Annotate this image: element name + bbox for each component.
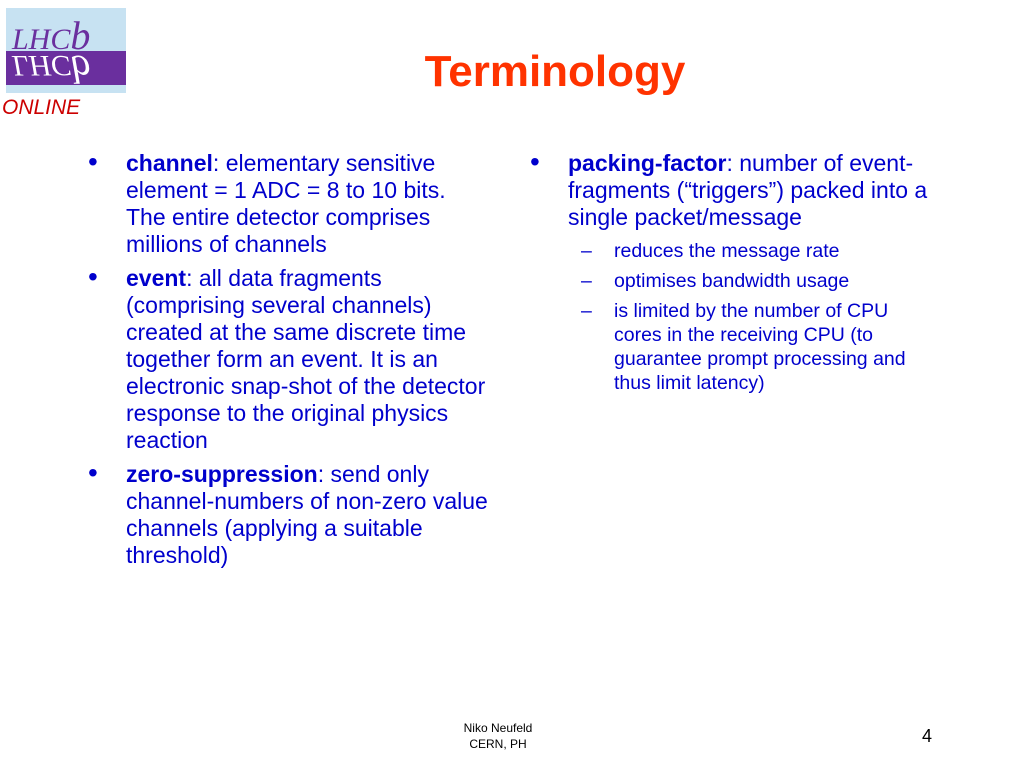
bullet-zero-suppression xyxy=(88,457,488,569)
sub-item-dash: – xyxy=(581,270,592,292)
logo-top-text: LHCb xyxy=(12,13,91,58)
bullet-channel xyxy=(88,146,488,258)
term-packing-factor: packing-factor xyxy=(568,150,727,176)
packing-factor-sub-list xyxy=(568,239,930,395)
lhcb-online-logo xyxy=(0,5,132,117)
left-column xyxy=(88,146,488,576)
sub-item-dash: – xyxy=(581,300,592,322)
bullet-dot: • xyxy=(530,146,540,177)
bullet-packing-factor xyxy=(530,146,930,395)
logo-caption: ONLINE xyxy=(2,96,81,117)
bullet-dot: • xyxy=(88,146,98,177)
definition-channel: : elementary sensitive element = 1 ADC = 8 to 10 bits. The entire detector comprises millions of channels xyxy=(126,150,446,257)
sub-item-text: is limited by the number of CPU cores in the receiving CPU (to guarantee prompt processing and thus limit latency) xyxy=(614,300,906,394)
footer-affiliation: CERN, PH xyxy=(469,737,527,751)
sub-item-cpu-limit xyxy=(568,299,930,395)
definition-zero-suppression: : send only channel-numbers of non-zero value channels (applying a suitable threshold) xyxy=(126,461,488,568)
sub-item-text: optimises bandwidth usage xyxy=(614,270,850,292)
lhcb-logo-graphic xyxy=(0,5,132,117)
sub-item-bandwidth xyxy=(568,269,930,293)
slide-title: Terminology xyxy=(424,47,686,96)
footer-author: Niko Neufeld xyxy=(463,721,533,735)
logo-mirror-text-b: b xyxy=(70,47,91,92)
term-zero-suppression: zero-suppression xyxy=(126,461,318,487)
term-channel: channel xyxy=(126,150,213,176)
bullet-dot: • xyxy=(88,457,98,488)
bullet-event xyxy=(88,261,488,454)
definition-packing-factor: : number of event-fragments (“triggers”) packed into a single packet/message xyxy=(568,150,928,230)
sub-item-text: reduces the message rate xyxy=(614,240,840,262)
sub-item-message-rate xyxy=(568,239,930,263)
logo-mirror-text: LHCb xyxy=(12,47,91,92)
definition-event: : all data fragments (comprising several channels) created at the same discrete time together form an event. It is an electronic snap-shot of the detector response to the original physics reaction xyxy=(126,265,486,453)
sub-item-dash: – xyxy=(581,240,592,262)
page-number: 4 xyxy=(922,726,933,746)
logo-top-text-b: b xyxy=(70,13,91,58)
slide-footer xyxy=(438,720,558,752)
right-column xyxy=(530,146,930,402)
bullet-dot: • xyxy=(88,261,98,292)
term-event: event xyxy=(126,265,187,291)
